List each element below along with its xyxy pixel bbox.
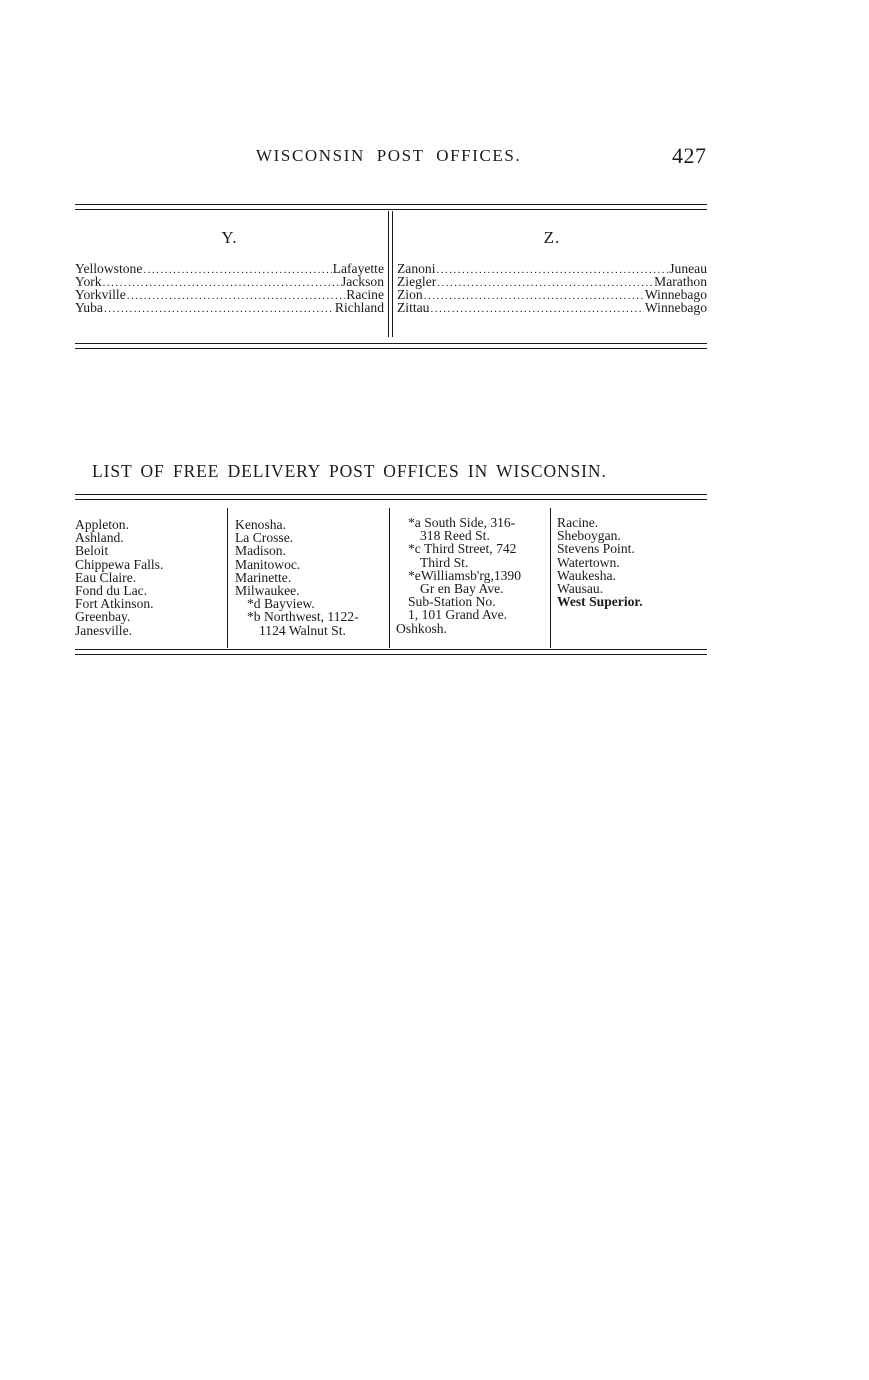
- list-item: Beloit: [75, 543, 109, 559]
- post-office-entry: [397, 301, 707, 314]
- y-column: [75, 211, 384, 339]
- leader-dots: [430, 303, 643, 316]
- list-item: Oshkosh.: [396, 620, 447, 636]
- list-item: Watertown.: [557, 554, 620, 570]
- top-double-rule: [75, 204, 707, 210]
- list-item: Fort Atkinson.: [75, 596, 154, 612]
- list-item: 318 Reed St.: [420, 528, 490, 544]
- z-column: [397, 211, 707, 339]
- column-divider: [227, 508, 228, 648]
- leader-dots: [437, 277, 653, 290]
- free-delivery-column-2: [235, 518, 385, 660]
- list-item: *a South Side, 316-: [408, 515, 516, 530]
- list-item: Eau Claire.: [75, 569, 137, 585]
- county-name: Jackson: [340, 274, 384, 289]
- county-name: Richland: [334, 300, 384, 315]
- yz-bottom-double-rule: [75, 343, 707, 349]
- list-item: 1124 Walnut St.: [259, 622, 346, 638]
- y-heading: Y.: [221, 228, 238, 247]
- list-item: Appleton.: [75, 517, 129, 532]
- list-item: *eWilliamsb'rg,1390: [408, 567, 522, 583]
- post-office-name: York: [75, 274, 102, 289]
- post-office-name: Yellowstone: [75, 261, 143, 276]
- county-name: Juneau: [669, 261, 707, 276]
- post-office-name: Yuba: [75, 300, 103, 315]
- free-delivery-column-3: [396, 516, 551, 658]
- list-item: Fond du Lac.: [75, 582, 148, 598]
- list-item: 1, 101 Grand Ave.: [408, 607, 508, 623]
- leader-dots: [104, 303, 334, 316]
- list-item: Wausau.: [557, 580, 604, 596]
- leader-dots: [103, 277, 340, 290]
- list-item: Madison.: [235, 543, 286, 559]
- list-item: Greenbay.: [75, 609, 131, 625]
- list-item: Sub-Station No.: [408, 594, 496, 610]
- post-office-entry: [75, 301, 384, 314]
- list-item: Third St.: [420, 554, 469, 570]
- list-item: Janesville.: [75, 622, 133, 638]
- free-delivery-title: LIST OF FREE DELIVERY POST OFFICES IN WISCONSIN.: [92, 461, 607, 481]
- county-name: Winnebago: [644, 287, 707, 302]
- z-heading: Z.: [543, 228, 561, 247]
- county-name: Winnebago: [644, 300, 707, 315]
- county-name: Marathon: [654, 274, 707, 289]
- list-item: La Crosse.: [235, 530, 294, 546]
- z-entries: [397, 262, 707, 314]
- post-office-name: Yorkville: [75, 287, 126, 302]
- list-item: Stevens Point.: [557, 541, 635, 557]
- list-item: Milwaukee.: [235, 582, 300, 598]
- leader-dots: [437, 264, 669, 277]
- yz-post-office-section: [75, 211, 707, 339]
- list-top-double-rule: [75, 494, 707, 500]
- column-divider: [388, 211, 393, 337]
- list-item: Kenosha.: [235, 517, 286, 532]
- list-item: Racine.: [557, 515, 599, 530]
- post-office-name: Zion: [397, 287, 423, 302]
- county-name: Racine: [346, 287, 384, 302]
- list-item: *b Northwest, 1122-: [247, 609, 359, 625]
- free-delivery-table: [75, 506, 707, 648]
- post-office-name: Ziegler: [397, 274, 437, 289]
- post-office-name: Zittau: [397, 300, 430, 315]
- list-item: Manitowoc.: [235, 556, 301, 572]
- leader-dots: [424, 290, 644, 303]
- list-item: Waukesha.: [557, 567, 616, 583]
- list-item: *c Third Street, 742: [408, 541, 517, 557]
- list-item: Sheboygan.: [557, 528, 621, 544]
- post-office-name: Zanoni: [397, 261, 436, 276]
- post-office-entry: [75, 262, 384, 275]
- y-entries: [75, 262, 384, 314]
- list-item: Marinette.: [235, 569, 292, 585]
- list-item: *d Bayview.: [247, 596, 315, 612]
- leader-dots: [127, 290, 346, 303]
- list-bottom-double-rule: [75, 649, 707, 655]
- running-head: WISCONSIN POST OFFICES.: [256, 146, 522, 165]
- free-delivery-column-1: [75, 518, 225, 660]
- county-name: Lafayette: [332, 261, 384, 276]
- list-item: Chippewa Falls.: [75, 556, 164, 572]
- column-divider: [389, 508, 390, 648]
- page-number: 427: [672, 143, 707, 168]
- list-item: Gr en Bay Ave.: [420, 580, 504, 596]
- leader-dots: [143, 264, 331, 277]
- free-delivery-column-4: [557, 516, 707, 658]
- list-item: West Superior.: [557, 594, 643, 610]
- list-item: Ashland.: [75, 530, 124, 546]
